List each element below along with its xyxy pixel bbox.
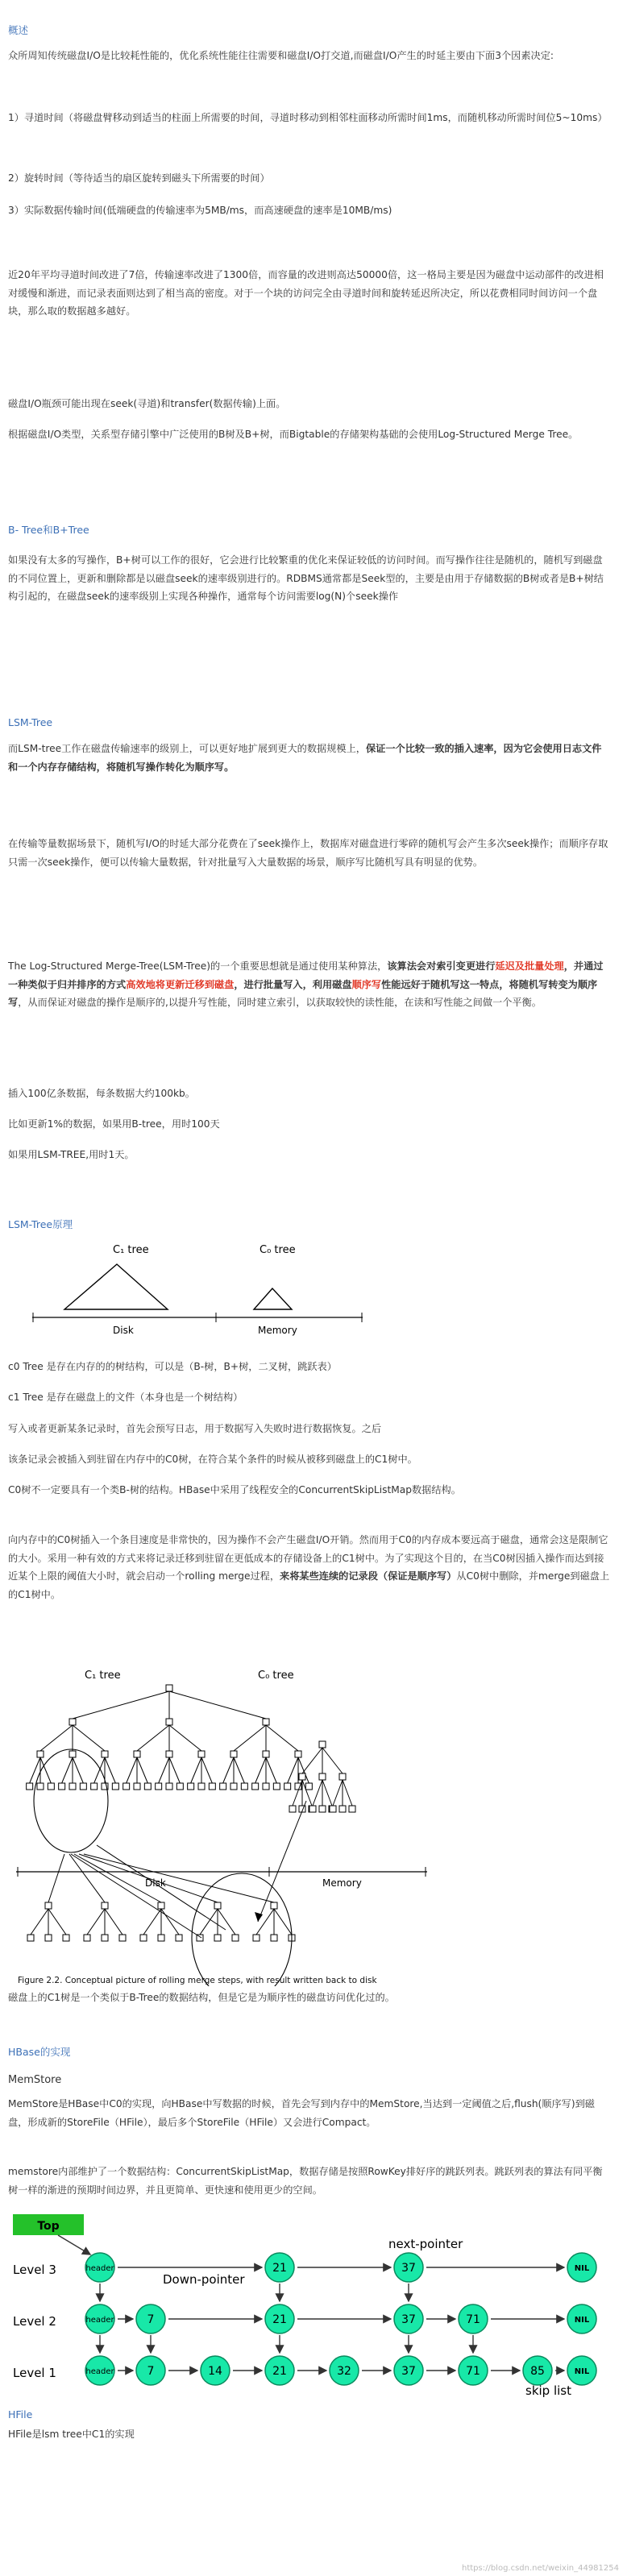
memory-label: Memory: [322, 1877, 362, 1889]
top-pointer-arrow: [58, 2235, 90, 2255]
c1-tree-label: C₁ tree: [85, 1670, 121, 1682]
tree-edge: [223, 1757, 234, 1783]
principle-title: LSM-Tree原理: [8, 1218, 73, 1230]
lsm-structure-figure: [32, 1237, 371, 1342]
tree-node: [319, 1806, 326, 1812]
tree-node: [91, 1783, 98, 1790]
tree-edge: [31, 1909, 48, 1935]
tree-node: [69, 1719, 76, 1725]
overview-paragraph: 众所周知传统磁盘I/O是比较耗性能的，优化系统性能往往需要和磁盘I/O打交道,而磁盘I/O产生的时延主要由下面3个因素决定:: [8, 50, 554, 61]
tree-edge: [73, 1757, 83, 1783]
memstore-title: MemStore: [8, 2074, 62, 2086]
tree-node: [241, 1783, 247, 1790]
tree-edge: [143, 1909, 161, 1935]
tree-node: [349, 1806, 355, 1812]
skip-list-figure: [10, 2209, 598, 2403]
tree-edge: [274, 1909, 292, 1935]
skip-list-node-value: 85: [530, 2365, 545, 2378]
lsm-highlight: 高效地将更新迁移到磁盘: [126, 978, 235, 990]
tree-node: [339, 1773, 346, 1780]
level-label: Level 2: [13, 2314, 56, 2329]
tree-node: [37, 1783, 44, 1790]
tree-node: [271, 1902, 277, 1909]
hbase-paragraph: MemStore是HBase中C0的实现，向HBase中写数据的时候，首先会写到内存中的MemStore,当达到一定阈值之后,flush(顺序写)到磁盘，形成新的StoreFile（HFile），最后多个StoreFile（HFile）又会进行Compact。: [8, 2098, 595, 2128]
tree-edge: [333, 1780, 343, 1806]
tree-node: [123, 1783, 130, 1790]
lsm-paragraph: 插入100亿条数据，每条数据大约100kb。: [8, 1088, 195, 1099]
tree-node: [102, 1751, 108, 1757]
lsm-paragraph: 在传输等量数据场景下，随机写I/O的时延大部分花费在了seek操作上，数据库对磁盘进行零碎的随机写会产生多次seek操作；而顺序存取只需一次seek操作，便可以传输大量数据，针对批量写入大量数据的场景，顺序写比随机写具有明显的优势。: [8, 838, 608, 868]
c1-tree-shape: [64, 1264, 168, 1309]
tree-edge: [266, 1757, 276, 1783]
tree-node: [263, 1751, 269, 1757]
tree-node: [176, 1783, 183, 1790]
btree-title: B- Tree和B+Tree: [8, 524, 89, 536]
tree-edge: [48, 1909, 66, 1935]
skip-list-node-value: 14: [208, 2365, 222, 2378]
tree-node: [330, 1806, 336, 1812]
skip-list-node-value: 7: [147, 2313, 155, 2326]
header-label: header: [85, 2316, 114, 2325]
tree-edge: [313, 1780, 322, 1806]
tree-node: [166, 1783, 172, 1790]
hbase-title: HBase的实现: [8, 2046, 71, 2058]
tree-node: [48, 1783, 54, 1790]
list-item: 2）旋转时间（等待适当的扇区旋转到磁头下所需要的时间）: [8, 172, 270, 184]
tree-node: [188, 1783, 194, 1790]
lsm-text: ，从而保证对磁盘的操作是顺序的,以提升写性能，同时建立索引，以获取较快的读性能，在读和写性能之间做一个平衡。: [18, 997, 542, 1009]
tree-edge: [302, 1748, 322, 1773]
tree-node: [166, 1685, 172, 1691]
lsm-bold-text: 性能远好于随机写这一特点，将随机写转变为顺序写: [8, 978, 598, 1009]
tree-node: [144, 1783, 151, 1790]
tree-node: [198, 1783, 205, 1790]
tree-node: [230, 1783, 237, 1790]
header-label: header: [85, 2367, 114, 2376]
tree-node: [319, 1741, 326, 1748]
tree-node: [166, 1751, 172, 1757]
skip-list-node-value: 7: [147, 2365, 155, 2378]
tree-node: [319, 1773, 326, 1780]
tree-edge: [169, 1691, 266, 1719]
list-item: 1）寻道时间（将磁盘臂移动到适当的柱面上所需要的时间，寻道时移动到相邻柱面移动所需时间1ms，而随机移动所需时间位5~10ms）: [8, 112, 608, 123]
tree-node: [284, 1783, 291, 1790]
principle-text: 向内存中的C0树插入一个条目速度是非常快的，因为操作不会产生磁盘I/O开销。然而用于C0的内存成本要远高于磁盘，通常会这是限制它的大小。采用一种有效的方式来将记录迁移到驻留在更低成本的存储设备上的C1树中。为了实现这个目的，在当C0树因插入操作而达到接近某个上限的阈值大小时，就会启动一个rolling merge过程，: [8, 1534, 608, 1583]
header-label: header: [85, 2264, 114, 2273]
tree-edge: [30, 1757, 40, 1783]
tree-node: [158, 1935, 164, 1941]
tree-node: [27, 1935, 34, 1941]
principle-paragraph: 写入或者更新某条记录时，首先会预写日志，用于数据写入失败时进行数据恢复。之后: [8, 1423, 382, 1434]
tree-node: [156, 1783, 162, 1790]
tree-node: [289, 1806, 296, 1812]
lsm-bold-text: ，进行批量写入，利用磁盘: [234, 978, 352, 990]
skip-list-node-value: 21: [272, 2262, 287, 2275]
c0-tree-label: C₀ tree: [260, 1244, 296, 1256]
overview-title: 概述: [8, 24, 29, 36]
tree-edge: [159, 1757, 169, 1783]
tree-node: [69, 1751, 76, 1757]
tree-node: [134, 1751, 140, 1757]
tree-node: [119, 1935, 126, 1941]
tree-node: [112, 1783, 118, 1790]
level-label: Level 3: [13, 2263, 56, 2277]
principle-paragraph: 磁盘上的C1树是一个类似于B-Tree的数据结构，但是它是为顺序性的磁盘访问优化过的。: [8, 1992, 395, 2003]
tree-edge: [169, 1725, 201, 1751]
lsm-bold-text: 保证一个比较一致的插入速率，因为它会使用日志文件和一个内存存储结构，将随机写操作转化为顺序写。: [8, 743, 602, 773]
tree-edge: [218, 1909, 235, 1935]
tree-node: [271, 1935, 277, 1941]
skip-list-node-value: 37: [401, 2365, 416, 2378]
nil-label: NIL: [574, 2316, 590, 2325]
principle-text: 从C0树中删除，并merge到磁盘上的C1树中。: [8, 1570, 610, 1600]
tree-node: [252, 1783, 259, 1790]
tree-node: [140, 1935, 147, 1941]
tree-node: [214, 1935, 221, 1941]
tree-edge: [288, 1757, 298, 1783]
disk-label: Disk: [113, 1325, 134, 1336]
tree-edge: [322, 1780, 332, 1806]
tree-node: [295, 1751, 301, 1757]
skip-list-node-value: 71: [466, 2313, 480, 2326]
memory-label: Memory: [258, 1325, 297, 1336]
list-item: 3）实际数据传输时间(低端硬盘的传输速率为5MB/ms，而高速硬盘的速率是10MB/ms): [8, 205, 392, 216]
nil-label: NIL: [574, 2264, 590, 2273]
tree-node: [134, 1783, 140, 1790]
tree-node: [273, 1783, 280, 1790]
down-pointer-label: Down-pointer: [163, 2272, 245, 2287]
lsm-title: LSM-Tree: [8, 716, 53, 728]
overview-paragraph: 根据磁盘I/O类型，关系型存储引擎中广泛使用的B树及B+树，而Bigtable的存储架构基础的会使用Log-Structured Merge Tree。: [8, 429, 579, 440]
tree-edge: [105, 1909, 122, 1935]
tree-node: [59, 1783, 65, 1790]
tree-edge: [105, 1757, 115, 1783]
tree-edge: [256, 1909, 274, 1935]
hbase-paragraph: memstore内部维护了一个数据结构：ConcurrentSkipListMap，数据存储是按照RowKey排好序的跳跃列表。跳跃列表的算法有同平衡树一样的渐进的预期时间边界，并且更简单、更快速和使用更少的空间。: [8, 2166, 603, 2196]
tree-edge: [137, 1725, 169, 1751]
tree-edge: [73, 1725, 105, 1751]
tree-node: [37, 1751, 44, 1757]
tree-node: [253, 1935, 260, 1941]
tree-edge: [266, 1725, 298, 1751]
tree-edge: [234, 1725, 266, 1751]
tree-node: [230, 1751, 237, 1757]
tree-edge: [201, 1757, 212, 1783]
tree-node: [80, 1783, 86, 1790]
tree-edge: [40, 1757, 51, 1783]
hbase-paragraph: HFile是lsm tree中C1的实现: [8, 2429, 135, 2440]
skip-list-node-value: 21: [272, 2365, 287, 2378]
tree-node: [84, 1935, 90, 1941]
tree-node: [158, 1902, 164, 1909]
principle-bold-text: 来将某些连续的记录段（保证是顺序写）: [280, 1570, 457, 1583]
tree-node: [214, 1902, 221, 1909]
tree-node: [45, 1935, 52, 1941]
c1-tree-label: C₁ tree: [113, 1244, 149, 1256]
tree-node: [166, 1719, 172, 1725]
tree-edge: [137, 1757, 147, 1783]
lsm-bold-text: ，并通过一种类似于归并排序的方式: [8, 960, 604, 990]
merge-region-ellipse: [34, 1749, 108, 1852]
tree-node: [305, 1783, 312, 1790]
tree-edge: [343, 1780, 352, 1806]
top-label: Top: [37, 2220, 60, 2233]
tree-node: [198, 1751, 205, 1757]
next-pointer-label: next-pointer: [388, 2237, 463, 2251]
tree-edge: [73, 1691, 169, 1719]
lsm-highlight: 顺序写: [351, 978, 382, 990]
tree-edge: [200, 1909, 218, 1935]
disk-label: Disk: [145, 1877, 166, 1889]
lsm-paragraph: 比如更新1%的数据，如果用B-tree，用时100天: [8, 1118, 220, 1130]
principle-paragraph: 该条记录会被插入到驻留在内存中的C0树，在符合某个条件的时候从被移到磁盘上的C1树中。: [8, 1454, 417, 1465]
rolling-merge-figure: [16, 1664, 467, 1986]
overview-paragraph: 近20年平均寻道时间改进了7倍，传输速率改进了1300倍，而容量的改进则高达50000倍，这一格局主要是因为磁盘中运动部件的改进相对缓慢和渐进，而记录表面则达到了相当高的密度。对于一个块的访问完全由寻道时间和旋转延迟所决定，所以花费相同时间访问一个盘块，那么取的数据越多越好。: [8, 269, 604, 317]
principle-paragraph: C0树不一定要具有一个类B-树的结构。HBase中采用了线程安全的ConcurrentSkipListMap数据结构。: [8, 1484, 461, 1495]
nil-label: NIL: [574, 2367, 590, 2376]
tree-edge: [84, 1854, 274, 1902]
btree-paragraph: 如果没有太多的写操作，B+树可以工作的很好，它会进行比较繁重的优化来保证较低的访问时间。而写操作往往是随机的，随机写到磁盘的不同位置上，更新和删除都是以磁盘seek的速率级别进行的。RDBMS通常都是Seek型的，主要是由用于存储数据的B树或者是B+树结构引起的，在磁盘seek的速率级别上实现各种操作，通常每个访问需要log(N)个seek操作: [8, 554, 604, 603]
lsm-text: The Log-Structured Merge-Tree(LSM-Tree)的一个重要思想就是通过使用某种算法，: [8, 960, 388, 972]
tree-node: [45, 1902, 52, 1909]
tree-node: [27, 1783, 33, 1790]
merge-region-ellipse: [192, 1873, 292, 1986]
tree-edge: [48, 1854, 64, 1902]
tree-edge: [255, 1757, 266, 1783]
tree-node: [176, 1935, 182, 1941]
tree-edge: [234, 1757, 244, 1783]
level-label: Level 1: [13, 2366, 56, 2380]
tree-edge: [169, 1757, 180, 1783]
c0-tree-label: C₀ tree: [258, 1670, 294, 1682]
tree-node: [263, 1783, 269, 1790]
lsm-paragraph: [8, 740, 611, 776]
figure-caption: Figure 2.2. Conceptual picture of rolling merge steps, with result written back to disk: [18, 1976, 377, 1985]
tree-node: [63, 1935, 69, 1941]
lsm-bold-text: 该算法会对索引变更进行: [387, 960, 496, 972]
lsm-paragraph: [8, 957, 611, 1012]
hfile-title: HFile: [8, 2408, 33, 2420]
tree-edge: [127, 1757, 137, 1783]
lsm-highlight: 延迟及批量处理: [495, 960, 564, 972]
principle-paragraph: c0 Tree 是存在内存的的树结构，可以是（B-树，B+树，二叉树，跳跃表）: [8, 1361, 337, 1372]
tree-node: [209, 1783, 215, 1790]
principle-paragraph: [8, 1531, 611, 1603]
lsm-paragraph: 如果用LSM-TREE,用时1天。: [8, 1149, 135, 1160]
principle-paragraph: c1 Tree 是存在磁盘上的文件（本身也是一个树结构）: [8, 1392, 243, 1403]
skip-list-node-value: 71: [466, 2365, 480, 2378]
tree-edge: [62, 1757, 73, 1783]
skip-list-node-value: 37: [401, 2262, 416, 2275]
tree-node: [339, 1806, 346, 1812]
skip-list-node-value: 37: [401, 2313, 416, 2326]
tree-node: [263, 1719, 269, 1725]
tree-node: [102, 1935, 108, 1941]
tree-node: [232, 1935, 239, 1941]
tree-node: [220, 1783, 226, 1790]
overview-paragraph: 磁盘I/O瓶颈可能出现在seek(寻道)和transfer(数据传输)上面。: [8, 398, 286, 409]
tree-edge: [322, 1748, 343, 1773]
tree-edge: [191, 1757, 201, 1783]
skip-list-node-value: 32: [337, 2365, 351, 2378]
skip-list-caption: skip list: [525, 2383, 571, 2398]
c0-tree-shape: [254, 1288, 292, 1309]
tree-edge: [40, 1725, 73, 1751]
tree-node: [69, 1783, 76, 1790]
tree-node: [102, 1902, 108, 1909]
tree-edge: [94, 1757, 105, 1783]
tree-node: [299, 1773, 305, 1780]
tree-edge: [87, 1909, 105, 1935]
lsm-text: 而LSM-tree工作在磁盘传输速率的级别上，可以更好地扩展到更大的数据规模上，: [8, 743, 366, 754]
tree-node: [309, 1806, 316, 1812]
skip-list-node-value: 21: [272, 2313, 287, 2326]
watermark: https://blog.csdn.net/weixin_44981254: [461, 2564, 619, 2573]
